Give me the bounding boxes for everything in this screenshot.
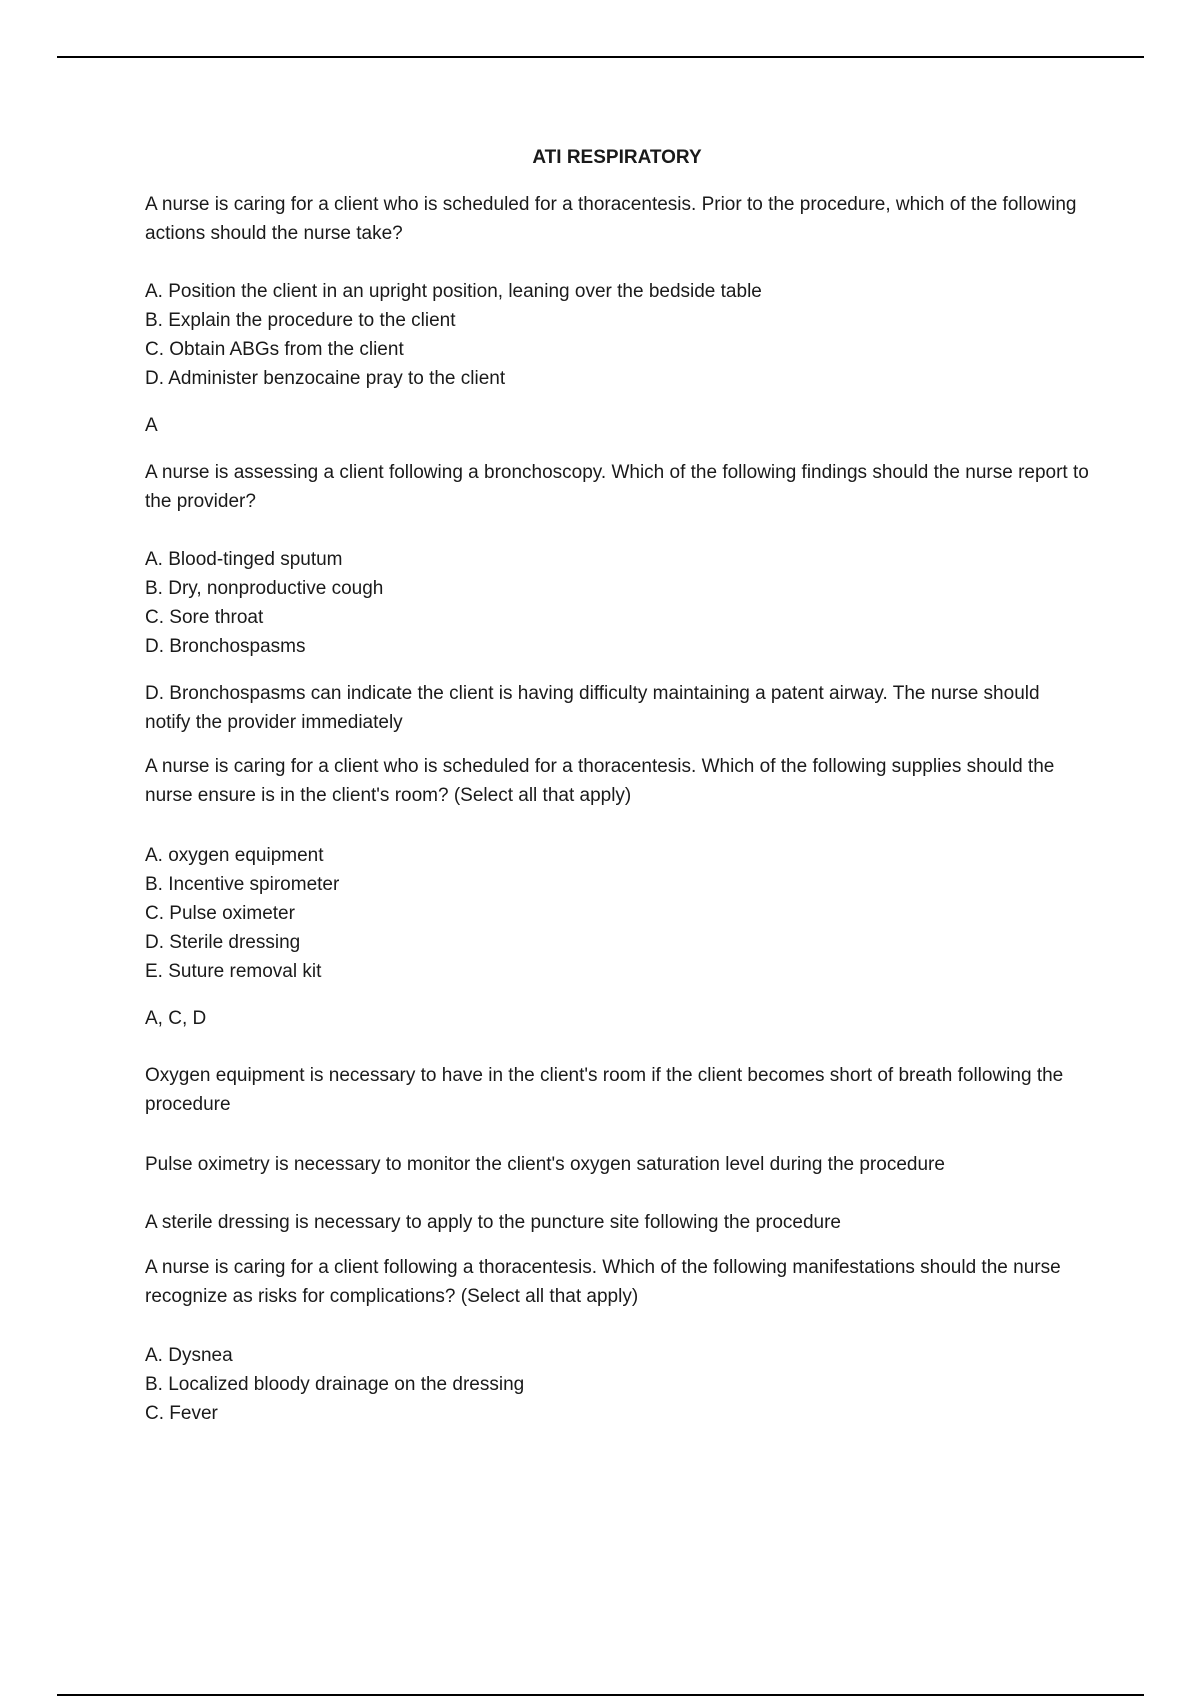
question-3-option-b: B. Incentive spirometer — [145, 874, 340, 895]
question-4-option-c: C. Fever — [145, 1403, 218, 1424]
question-1-option-a: A. Position the client in an upright position, leaning over the bedside table — [145, 281, 762, 302]
question-3-answer: A, C, D — [145, 1008, 207, 1029]
question-2-option-d: D. Bronchospasms — [145, 636, 306, 657]
question-2-option-b: B. Dry, nonproductive cough — [145, 578, 384, 599]
question-3-option-e: E. Suture removal kit — [145, 961, 322, 982]
question-1-option-b: B. Explain the procedure to the client — [145, 310, 456, 331]
question-2-option-a: A. Blood-tinged sputum — [145, 549, 343, 570]
question-2-answer: D. Bronchospasms can indicate the client is having difficulty maintaining a patent airway. The nurse should notify the provider immediately — [145, 683, 1040, 733]
question-2-options — [145, 545, 1090, 661]
question-4-option-b: B. Localized bloody drainage on the dressing — [145, 1374, 525, 1395]
question-3-option-c: C. Pulse oximeter — [145, 903, 295, 924]
question-3-rationale-1: Oxygen equipment is necessary to have in the client's room if the client becomes short of breath following the procedure — [145, 1065, 1064, 1115]
question-1-stem: A nurse is caring for a client who is scheduled for a thoracentesis. Prior to the procedure, which of the following actions should the nurse take? — [145, 194, 1077, 244]
question-3-option-d: D. Sterile dressing — [145, 932, 301, 953]
top-rule — [57, 56, 1144, 58]
question-1-option-c: C. Obtain ABGs from the client — [145, 339, 404, 360]
question-3-options — [145, 841, 1090, 986]
question-2-stem: A nurse is assessing a client following a bronchoscopy. Which of the following findings should the nurse report to the provider? — [145, 462, 1089, 512]
bottom-rule — [57, 1694, 1144, 1696]
question-3-rationale-3: A sterile dressing is necessary to apply to the puncture site following the procedure — [145, 1212, 841, 1233]
question-4-stem: A nurse is caring for a client following a thoracentesis. Which of the following manifestations should the nurse recognize as risks for complications? (Select all that apply) — [145, 1257, 1061, 1307]
question-2-option-c: C. Sore throat — [145, 607, 264, 628]
question-3-stem: A nurse is caring for a client who is scheduled for a thoracentesis. Which of the following supplies should the nurse ensure is in the client's room? (Select all that apply) — [145, 756, 1055, 806]
question-1-options — [145, 277, 1090, 393]
question-1-answer: A — [145, 415, 158, 436]
question-4-option-a: A. Dysnea — [145, 1345, 233, 1366]
question-1-option-d: D. Administer benzocaine pray to the client — [145, 368, 506, 389]
document-title: ATI RESPIRATORY — [532, 147, 702, 168]
question-4-options — [145, 1341, 1090, 1428]
question-3-option-a: A. oxygen equipment — [145, 845, 324, 866]
question-3-rationale-2: Pulse oximetry is necessary to monitor the client's oxygen saturation level during the procedure — [145, 1154, 945, 1175]
